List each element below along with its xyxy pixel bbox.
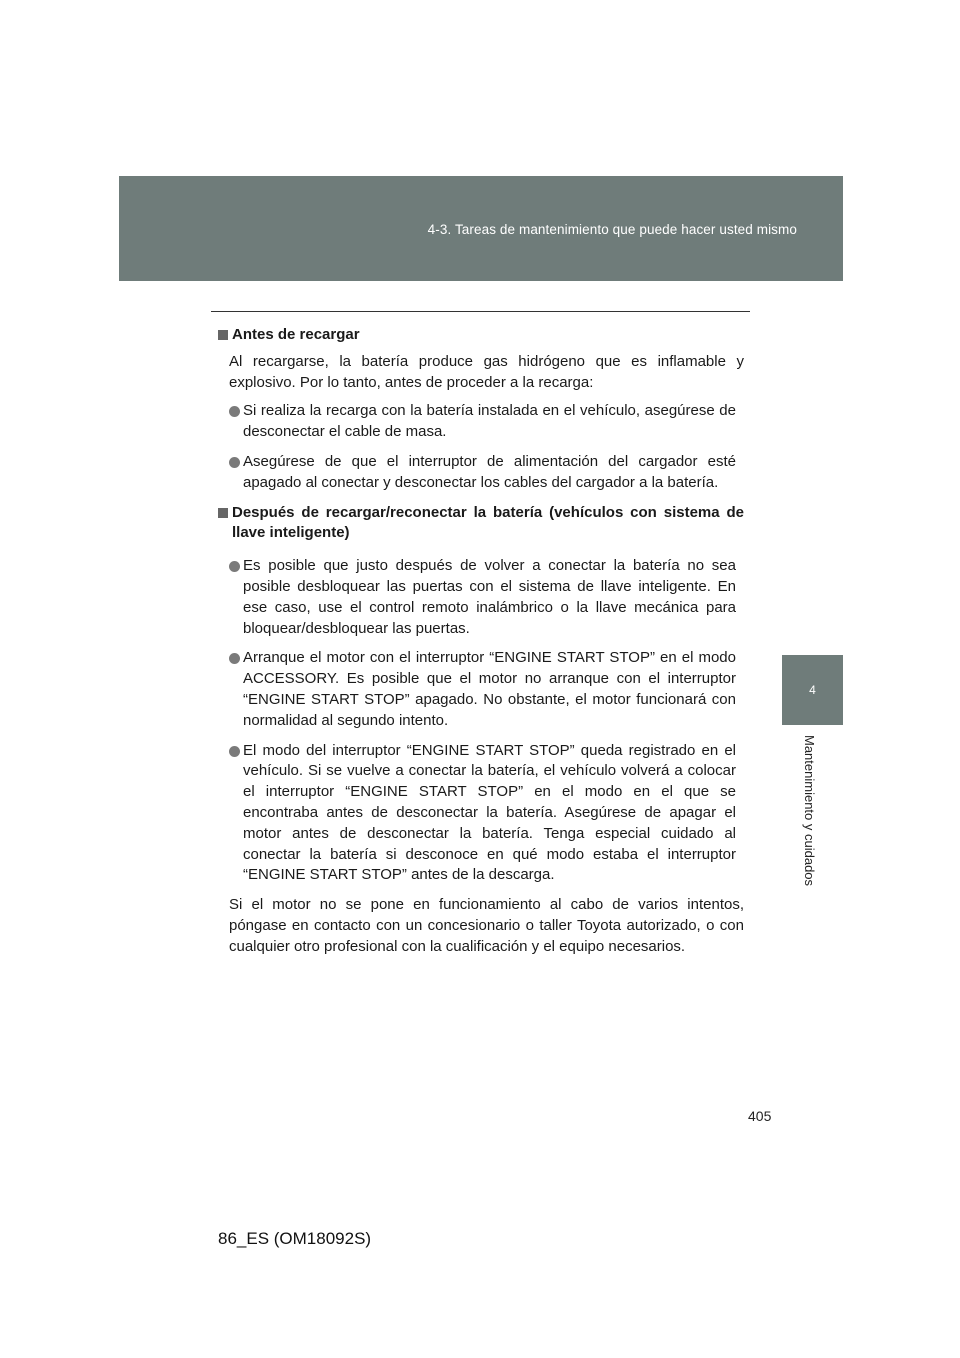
outro-paragraph: Si el motor no se pone en funcionamiento al cabo de varios intentos, póngase en contacto con un concesionario o taller Toyota autorizado, o con cualquier otro profesional con la cualificación y el equipo necesarios. <box>229 896 744 955</box>
chapter-title: Mantenimiento y cuidados <box>802 735 817 887</box>
round-bullet-icon <box>229 653 240 664</box>
round-bullet-icon <box>229 406 240 417</box>
list-item-text: Arranque el motor con el interruptor “ENGINE START STOP” en el modo ACCESSORY. Es posible que el motor no arranque con el interruptor “ENGINE START STOP” apagado. No obstante, el motor funcionará con normalidad al segundo intento. <box>243 649 736 729</box>
intro-paragraph: Al recargarse, la batería produce gas hidrógeno que es inflamable y explosivo. Por lo tanto, antes de proceder a la recarga: <box>229 352 744 391</box>
list-item <box>229 741 744 887</box>
section-heading <box>218 503 744 545</box>
chapter-tab <box>782 655 843 725</box>
list-item-text: El modo del interruptor “ENGINE START STOP” queda registrado en el vehículo. Si se vuelve a conectar la batería, el vehículo volverá a colocar el interruptor “ENGINE START STOP” en el modo en el que se encontraba antes de desconectar la batería. Asegúrese de apagar el motor antes de desconectar la batería. Tenga especial cuidado al conectar la batería si desconoce en qué modo estaba el interruptor “ENGINE START STOP” antes de la descarga. <box>243 741 736 884</box>
list-item-text: Asegúrese de que el interruptor de alimentación del cargador esté apagado al conectar y desconectar los cables del cargador a la batería. <box>243 452 736 491</box>
list-item <box>229 556 744 639</box>
divider-line <box>211 311 750 312</box>
list-item <box>229 648 744 731</box>
section-title: 4-3. Tareas de mantenimiento que puede hacer usted mismo <box>427 222 797 237</box>
list-item <box>229 452 744 494</box>
round-bullet-icon <box>229 746 240 757</box>
square-bullet-icon <box>218 330 228 340</box>
header-band <box>119 176 843 281</box>
section-heading <box>218 325 744 346</box>
page-content <box>218 325 744 966</box>
round-bullet-icon <box>229 561 240 572</box>
chapter-label <box>800 735 820 905</box>
document-code: 86_ES (OM18092S) <box>218 1229 372 1248</box>
chapter-number: 4 <box>809 683 816 697</box>
heading-text: Antes de recargar <box>232 326 360 343</box>
list-item-text: Es posible que justo después de volver a conectar la batería no sea posible desbloquear las puertas con el sistema de llave inteligente. En ese caso, use el control remoto inalámbrico o la llave mecánica para bloquear/desbloquear las puertas. <box>243 557 736 637</box>
square-bullet-icon <box>218 508 228 518</box>
list-item <box>229 401 744 443</box>
round-bullet-icon <box>229 457 240 468</box>
list-item-text: Si realiza la recarga con la batería instalada en el vehículo, asegúrese de desconectar el cable de masa. <box>243 402 736 441</box>
page-number: 405 <box>748 1108 772 1124</box>
heading-text: Después de recargar/reconectar la batería (vehículos con sistema de llave inteligente) <box>232 503 744 542</box>
